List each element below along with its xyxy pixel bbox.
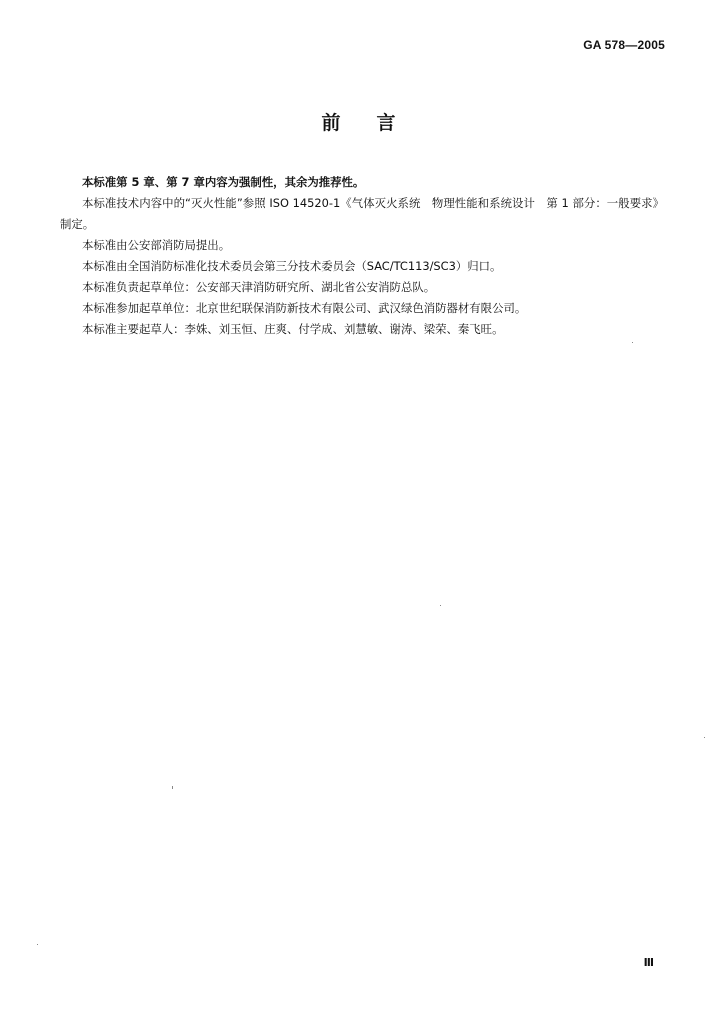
paragraph-main-authors: 本标准主要起草人：李姝、刘玉恒、庄爽、付学成、刘慧敏、谢涛、梁荣、秦飞旺。 [82, 322, 504, 336]
foreword-body [60, 172, 664, 340]
scan-speck [37, 944, 38, 945]
scan-speck [632, 342, 633, 343]
standard-code: GA 578—2005 [583, 38, 665, 52]
scan-speck [440, 605, 441, 606]
paragraph-proposer: 本标准由公安部消防局提出。 [82, 238, 231, 252]
scan-speck [172, 786, 173, 789]
paragraph-participating-drafters: 本标准参加起草单位：北京世纪联保消防新技术有限公司、武汉绿色消防器材有限公司。 [82, 301, 527, 315]
scan-speck [704, 737, 705, 738]
page-title: 前言 [321, 112, 432, 134]
page-number: Ⅲ [643, 956, 654, 969]
paragraph-centralized-by: 本标准由全国消防标准化技术委员会第三分技术委员会（SAC/TC113/SC3）归口。 [82, 259, 502, 273]
paragraph-lead-drafters: 本标准负责起草单位：公安部天津消防研究所、湖北省公安消防总队。 [82, 280, 436, 294]
paragraph-technical-reference: 本标准技术内容中的“灭火性能”参照 ISO 14520-1《气体灭火系统 物理性能和系统设计 第 1 部分：一般要求》制定。 [60, 196, 664, 231]
paragraph-mandatory-note: 本标准第 5 章、第 7 章内容为强制性，其余为推荐性。 [82, 175, 365, 189]
